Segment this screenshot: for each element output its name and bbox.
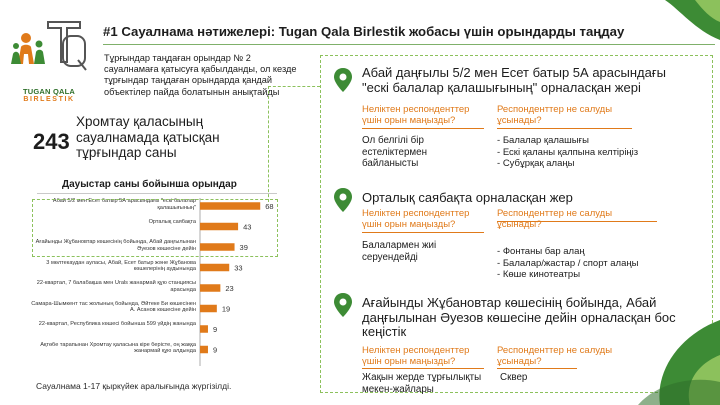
location-2-suggest-rule <box>497 221 657 222</box>
category-label: 22-квартал, 7 балабақша мен Urals жанармай құю станциясы арасында <box>36 280 196 293</box>
top3-highlight-box <box>32 199 278 257</box>
chart-title-divider <box>37 193 277 194</box>
location-1-suggestions <box>497 135 677 170</box>
suggestion-item: - Көше кинотеатры <box>497 269 677 281</box>
location-3-suggest-question: Респонденттер не салуды ұсынады? <box>497 345 613 367</box>
location-2-why-rule <box>362 232 484 233</box>
leaf-decoration <box>560 300 720 405</box>
category-label: Ақтөбе тарапынан Хромтау қаласына кіре берісте, оң жаққа жанармай құю алдында <box>40 341 196 355</box>
location-3-why-rule <box>362 368 484 369</box>
bar <box>200 305 217 313</box>
respondent-count-label: Хромтау қаласының сауалнамада қатысқан тұрғындар саны <box>76 114 220 160</box>
bar-value-label: 23 <box>225 283 234 293</box>
location-1-why-question: Неліктен респонденттер үшін орын маңызды? <box>362 104 470 126</box>
bar <box>200 264 229 272</box>
intro-text: Тұрғындар таңдаған орындар № 2 сауалнамаға қатысуға қабылданды, ол кезде тұрғындар таңдаған орындарда қандай объектілер пайда болатынын анықтайды <box>104 53 297 97</box>
location-1-suggest-question: Респонденттер не салуды ұсынады? <box>497 104 613 126</box>
bar-value-label: 9 <box>212 324 218 334</box>
logo-icon <box>8 14 90 86</box>
location-pin-icon <box>333 293 353 317</box>
location-1-suggest-rule <box>497 128 632 129</box>
location-2-suggestions <box>497 246 677 281</box>
location-3-answer: Жақын жерде тұрғылықты мекен-жайлары <box>362 372 482 395</box>
category-label: Орталық саябақта <box>148 218 196 225</box>
bar-value-label: 19 <box>221 304 231 314</box>
category-label: Ағайынды Жұбановтар көшесінің бойында, Абай даңғылынан Әуезов көшесіне дейін <box>35 239 196 252</box>
survey-date-note: Сауалнама 1-17 қыркүйек аралығында жүргізілді. <box>36 381 232 391</box>
logo-text-bottom: BIRLESTIK <box>23 96 75 103</box>
location-3-why-question: Неліктен респонденттер үшін орын маңызды? <box>362 345 470 367</box>
suggestion-item: - Субұрқақ алаңы <box>497 158 677 170</box>
title-divider <box>103 44 715 45</box>
bar-value-label: 39 <box>239 242 248 252</box>
bar-value-label: 68 <box>265 201 274 211</box>
page-title: #1 Сауалнама нәтижелері: Tugan Qala Birlestik жобасы үшін орындарды таңдау <box>103 24 625 39</box>
category-label: 3 мөлтекаудан ауласы, Абай, Есет батыр және Жұбанова көшелерінің аудынында <box>46 259 196 273</box>
chart-title: Дауыстар саны бойынша орындар <box>62 179 237 190</box>
corner-leaf-decoration <box>625 0 720 60</box>
bar <box>200 284 220 292</box>
location-3-suggestion: Сквер <box>500 372 528 383</box>
location-1-answer: Ол белгілі бір естеліктермен байланысты <box>362 135 428 170</box>
bar <box>200 325 208 333</box>
category-label: Абай 5/2 мен Есет батыр 5А арасындағы "ескі балалар қалашығының" <box>52 198 196 211</box>
suggestion-item: - Ескі қаланы қалпына келтіріңіз <box>497 147 677 159</box>
bar-value-label: 33 <box>234 263 243 273</box>
logo-text-top: TUGAN QALA <box>23 87 75 96</box>
location-2-title: Орталық саябақта орналасқан жер <box>362 190 573 205</box>
connector-vertical <box>268 86 269 202</box>
location-1-why-rule <box>362 128 484 129</box>
location-pin-icon <box>333 68 353 92</box>
location-pin-icon <box>333 188 353 212</box>
suggestion-item: - Балалар қалашығы <box>497 135 677 147</box>
bar <box>200 346 208 354</box>
respondent-count: 243 <box>33 129 70 154</box>
tugan-qala-logo <box>8 14 90 106</box>
location-2-suggest-question: Респонденттер не салуды ұсынады? <box>497 208 613 230</box>
bar-value-label: 9 <box>212 345 218 355</box>
suggestion-item: - Балалар/жастар / спорт алаңы <box>497 258 677 270</box>
location-2-why-question: Неліктен респонденттер үшін орын маңызды? <box>362 208 470 230</box>
bar-value-label: 43 <box>243 222 252 232</box>
category-label: Самара-Шымкент тас жолының бойында, Әйтеке Би көшесінен А. Асанов көшесіне дейін <box>31 300 196 314</box>
location-3-title: Ағайынды Жұбановтар көшесінің бойында, Абай даңғылынан Әуезов көшесіне дейін орналасқан бос кеңістік <box>362 295 676 339</box>
connector-box <box>268 86 320 87</box>
location-1-title: Абай даңғылы 5/2 мен Есет батыр 5А арасындағы "ескі балалар қалашығының" орналасқан жері <box>362 65 666 95</box>
suggestion-item: - Фонтаны бар алаң <box>497 246 677 258</box>
location-2-answer: Балалармен жиі серуендейді <box>362 240 437 263</box>
category-label: 22-квартал, Республика көшесі бойынша 599 үйдің жанында <box>38 321 196 327</box>
